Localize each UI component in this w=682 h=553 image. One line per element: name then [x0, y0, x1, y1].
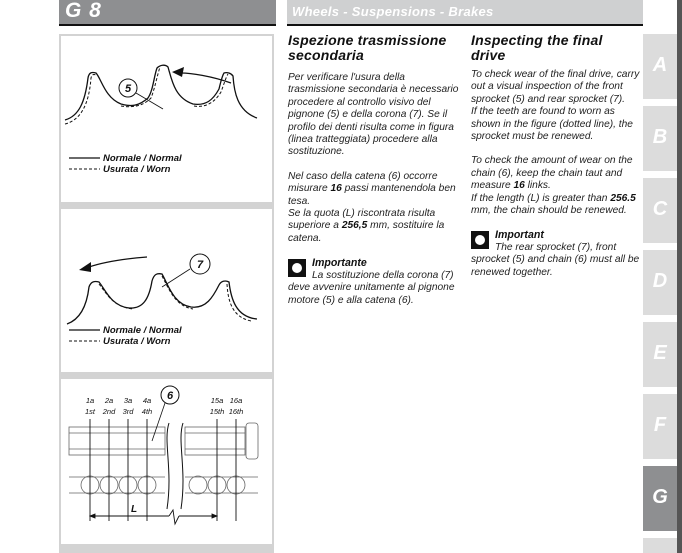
important-title: Importante	[312, 257, 367, 270]
link-label-en: 2nd	[102, 407, 116, 416]
link-count: 16	[330, 183, 342, 195]
italian-paragraph-2	[288, 171, 464, 208]
important-note-it	[288, 257, 464, 307]
link-label-en: 3rd	[122, 407, 134, 416]
section-tabs	[643, 0, 682, 553]
tab-label: C	[652, 198, 668, 220]
rotation-arrow-icon	[79, 257, 147, 272]
important-title: Important	[495, 229, 544, 242]
max-length: 256.5	[610, 192, 636, 204]
link-label-it: 2a	[104, 396, 114, 405]
section-title-bar	[287, 0, 643, 26]
italian-paragraph-3	[288, 208, 464, 245]
link-label-en: 16th	[228, 407, 244, 416]
link-label-it: 1a	[85, 396, 95, 405]
section-title: Wheels - Suspensions - Brakes	[292, 4, 494, 19]
callout-6-label: 6	[166, 390, 174, 402]
link-count: 16	[513, 180, 525, 192]
tab-section-g[interactable]	[643, 466, 677, 531]
tab-label: A	[652, 54, 668, 76]
italian-title: Ispezione trasmissione secondaria	[288, 32, 447, 63]
tab-section-e[interactable]	[643, 322, 677, 387]
text: links.	[524, 180, 551, 192]
english-paragraph-2	[471, 155, 641, 192]
sprocket-profile-normal	[67, 274, 257, 324]
page-code-bar	[59, 0, 276, 26]
english-paragraph-3	[471, 193, 641, 218]
text: If the length (L) is greater than	[471, 192, 611, 204]
link-label-en: 15th	[209, 407, 225, 416]
figure-chain	[59, 377, 274, 548]
important-note-en	[471, 229, 641, 279]
english-paragraph-1b: If the teeth are found to worn as shown in the figure (dotted line), the sprocket must be renewed.	[471, 106, 633, 143]
figure-front-sprocket	[59, 34, 274, 206]
chain-top-view	[69, 423, 258, 459]
max-length: 256,5	[341, 220, 368, 232]
figure-rear-sprocket	[59, 207, 274, 376]
tab-section-d[interactable]	[643, 250, 677, 315]
callout-7	[162, 254, 210, 287]
english-title: Inspecting the final drive	[471, 32, 603, 63]
link-label-it: 16a	[229, 396, 243, 405]
tab-label: D	[652, 270, 668, 292]
text: To check the amount of wear on the chain (6), keep the chain taut and measure	[471, 155, 633, 192]
english-paragraph-1: To check wear of the final drive, carry out a visual inspection of the front sprocket (5) and rear sprocket (7).	[471, 69, 640, 105]
dimension-label: L	[131, 504, 138, 515]
tab-partial	[643, 538, 677, 553]
tab-section-a[interactable]	[643, 34, 677, 99]
link-label-it: 15a	[210, 396, 224, 405]
text: passi mantenendola ben tesa.	[288, 183, 456, 207]
text: mm, sostituire la catena.	[288, 220, 445, 244]
tab-label: E	[653, 342, 667, 364]
tab-section-f[interactable]	[643, 394, 677, 459]
link-label-it: 3a	[123, 396, 133, 405]
callout-7-label: 7	[196, 259, 204, 271]
important-text: The rear sprocket (7), front sprocket (5) and chain (6) must all be renewed together.	[471, 241, 640, 278]
italian-column	[288, 33, 464, 307]
legend-normal-label: Normale / Normal	[103, 153, 182, 164]
rotation-arrow-icon	[172, 67, 231, 83]
link-label-en: 1st	[84, 407, 96, 416]
sprocket-profile-worn	[99, 276, 251, 321]
text: Nel caso della catena (6) occorre misurare	[288, 170, 438, 195]
tab-section-b[interactable]	[643, 106, 677, 171]
link-label-en: 4th	[141, 407, 153, 416]
text: mm, the chain should be renewed.	[471, 205, 627, 217]
tab-rail	[677, 0, 682, 553]
important-icon	[288, 259, 306, 277]
legend-worn-label: Usurata / Worn	[103, 336, 171, 347]
page-code: G 8	[65, 0, 102, 22]
tab-label: F	[653, 414, 667, 436]
figure-separator	[59, 544, 274, 553]
text: Se la quota (L) riscontrata risulta superiore a	[288, 208, 436, 232]
sprocket-profile-normal	[65, 65, 257, 120]
tab-section-c[interactable]	[643, 178, 677, 243]
link-label-it: 4a	[142, 396, 152, 405]
important-icon	[471, 231, 489, 249]
english-column	[471, 33, 641, 279]
tab-label: G	[652, 486, 668, 508]
chain-break	[167, 423, 183, 509]
italian-paragraph-1: Per verificare l'usura della trasmissione secondaria è necessario procedere al controllo visivo del pignone (5) e della corona (7). Se il profilo dei denti risulta come in figura (linea tratteggiata) procedere alla sostituzione.	[288, 72, 459, 158]
callout-5-label: 5	[124, 83, 132, 95]
tab-label: B	[652, 126, 668, 148]
important-text: La sostituzione della corona (7) deve avvenire unitamente al pignone motore (5) e alla catena (6).	[288, 269, 455, 306]
legend-worn-label: Usurata / Worn	[103, 164, 171, 175]
chain-side-view	[69, 476, 258, 494]
legend-normal-label: Normale / Normal	[103, 325, 182, 336]
